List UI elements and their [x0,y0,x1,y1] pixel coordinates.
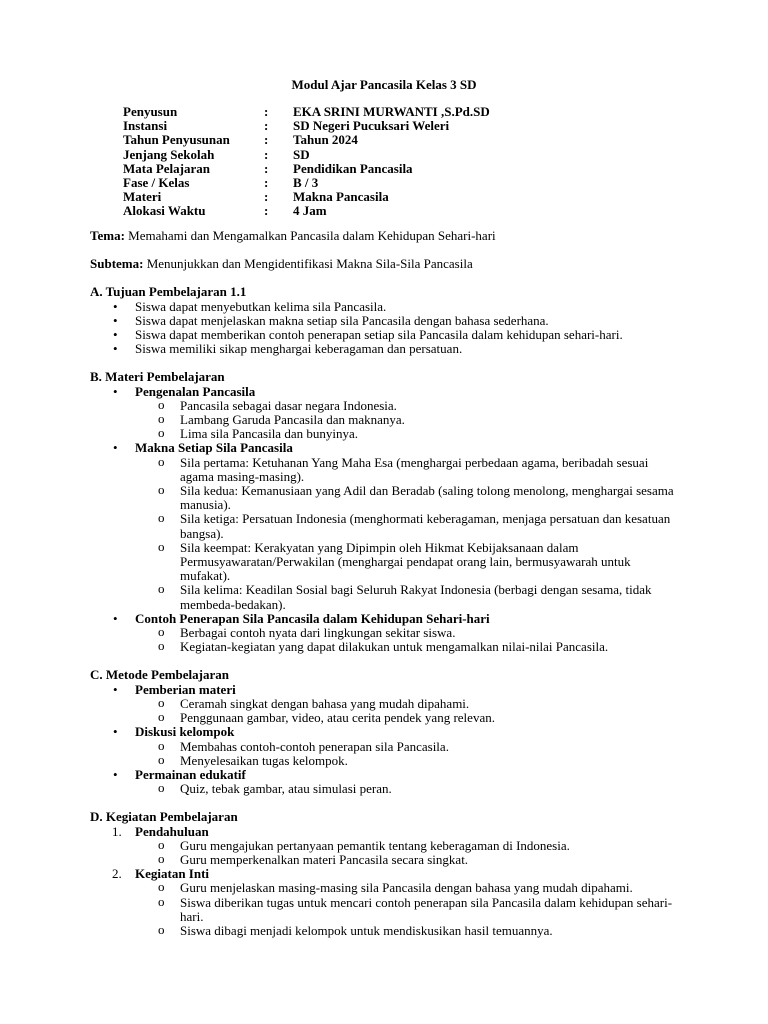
sub-list [135,456,680,612]
info-key: Penyusun [123,104,178,119]
list-group [90,612,680,655]
sub-item: o Sila keempat: Kerakyatan yang Dipimpin oleh Hikmat Kebijaksanaan dalam Permusyawaratan/Perwakilan (menghargai pendapat orang lain, bermusyawarah untuk mufakat). [135,541,680,584]
tema-text: Memahami dan Mengamalkan Pancasila dalam Kehidupan Sehari-hari [124,228,496,243]
section-d-list [90,825,680,939]
info-colon: : [264,132,269,148]
info-colon: : [264,203,269,219]
tema-line [90,229,680,243]
sub-list [135,782,680,796]
section-d [90,810,680,938]
group-heading: Diskusi kelompok [135,724,235,740]
sub-item: o Siswa dibagi menjadi kelompok untuk mendiskusikan hasil temuannya. [135,924,680,938]
list-item: • Siswa dapat memberikan contoh penerapan setiap sila Pancasila dalam kehidupan sehari-hari. [90,328,680,342]
section-a-title: A. Tujuan Pembelajaran 1.1 [90,284,247,300]
list-group [90,825,680,868]
sub-item: o Pancasila sebagai dasar negara Indonesia. [135,399,680,413]
info-key: Mata Pelajaran [123,160,211,176]
info-value: SD Negeri Pucuksari Weleri [293,118,450,134]
list-group [90,683,680,726]
info-row [123,204,490,218]
sub-item: o Sila ketiga: Persatuan Indonesia (menghormati keberagaman, menjaga persatuan dan kesatuan bangsa). [135,512,680,540]
section-c-list [90,683,680,797]
document-body [90,229,680,938]
sub-item: o Membahas contoh-contoh penerapan sila Pancasila. [135,740,680,754]
info-value: EKA SRINI MURWANTI ,S.Pd.SD [293,104,490,119]
info-colon: : [264,118,269,134]
info-value: B / 3 [293,175,319,191]
info-row [123,162,490,176]
section-a-list [90,300,680,357]
sub-list [135,697,680,725]
subtema-line [90,257,680,271]
sub-list [135,881,680,938]
info-value: Pendidikan Pancasila [293,160,413,176]
subtema-text: Menunjukkan dan Mengidentifikasi Makna Sila-Sila Pancasila [143,256,473,272]
group-heading: Pemberian materi [135,681,236,697]
sub-item: o Guru memperkenalkan materi Pancasila secara singkat. [135,853,680,867]
info-value: Tahun 2024 [293,132,358,148]
document-title: Modul Ajar Pancasila Kelas 3 SD [291,77,477,92]
info-key: Materi [123,189,162,205]
section-b [90,370,680,654]
sub-item: o Quiz, tebak gambar, atau simulasi peran. [135,782,680,796]
info-key: Tahun Penyusunan [123,132,230,148]
info-row [123,176,490,190]
sub-item: o Sila kedua: Kemanusiaan yang Adil dan Beradab (saling tolong menolong, menghargai sesama manusia). [135,484,680,512]
group-number: 1. [112,823,122,839]
info-row [123,190,490,204]
group-heading: Kegiatan Inti [135,866,210,882]
info-colon: : [264,189,269,205]
subtema-label: Subtema: [90,256,144,272]
section-c-title: C. Metode Pembelajaran [90,667,229,683]
list-item: • Siswa dapat menyebutkan kelima sila Pancasila. [90,300,680,314]
info-colon: : [264,104,269,119]
sub-item: o Kegiatan-kegiatan yang dapat dilakukan untuk mengamalkan nilai-nilai Pancasila. [135,640,680,654]
sub-list [135,839,680,867]
info-value: SD [293,146,310,162]
info-value: 4 Jam [293,203,327,219]
tema-label: Tema: [90,228,125,243]
list-group [90,385,680,442]
info-row [123,148,490,162]
sub-item: o Guru menjelaskan masing-masing sila Pancasila dengan bahasa yang mudah dipahami. [135,881,680,895]
sub-item: o Berbagai contoh nyata dari lingkungan sekitar siswa. [135,626,680,640]
list-group [90,768,680,796]
info-colon: : [264,146,269,162]
sub-item: o Guru mengajukan pertanyaan pemantik tentang keberagaman di Indonesia. [135,839,680,853]
list-group [90,441,680,611]
info-row [123,105,490,119]
info-key: Fase / Kelas [123,175,190,191]
section-d-title: D. Kegiatan Pembelajaran [90,809,238,825]
info-key: Instansi [123,118,168,134]
sub-list [135,626,680,654]
info-row [123,119,490,133]
sub-item: o Ceramah singkat dengan bahasa yang mudah dipahami. [135,697,680,711]
sub-item: o Menyelesaikan tugas kelompok. [135,754,680,768]
list-group [90,725,680,768]
group-heading: Contoh Penerapan Sila Pancasila dalam Kehidupan Sehari-hari [135,610,490,626]
info-row [123,133,490,147]
info-key: Alokasi Waktu [123,203,206,219]
list-group [90,867,680,938]
section-a [90,285,680,356]
section-b-title: B. Materi Pembelajaran [90,369,225,385]
list-item: • Siswa dapat menjelaskan makna setiap sila Pancasila dengan bahasa sederhana. [90,314,680,328]
group-number: 2. [112,866,122,882]
info-table [123,105,490,219]
sub-list [135,399,680,442]
sub-item: o Lambang Garuda Pancasila dan maknanya. [135,413,680,427]
section-c [90,668,680,796]
section-b-list [90,385,680,655]
info-colon: : [264,160,269,176]
sub-item: o Penggunaan gambar, video, atau cerita pendek yang relevan. [135,711,680,725]
group-heading: Makna Setiap Sila Pancasila [135,440,293,456]
sub-item: o Siswa diberikan tugas untuk mencari contoh penerapan sila Pancasila dalam kehidupan sehari-hari. [135,896,680,924]
sub-item: o Lima sila Pancasila dan bunyinya. [135,427,680,441]
group-heading: Pengenalan Pancasila [135,383,256,399]
info-value: Makna Pancasila [293,189,389,205]
group-heading: Permainan edukatif [135,766,246,782]
sub-item: o Sila kelima: Keadilan Sosial bagi Seluruh Rakyat Indonesia (berbagi dengan sesama, tidak membeda-bedakan). [135,583,680,611]
sub-list [135,740,680,768]
group-heading: Pendahuluan [135,823,209,839]
sub-item: o Sila pertama: Ketuhanan Yang Maha Esa (menghargai perbedaan agama, beribadah sesuai agama masing-masing). [135,456,680,484]
info-key: Jenjang Sekolah [123,146,215,162]
info-colon: : [264,175,269,191]
list-item: • Siswa memiliki sikap menghargai keberagaman dan persatuan. [90,342,680,356]
